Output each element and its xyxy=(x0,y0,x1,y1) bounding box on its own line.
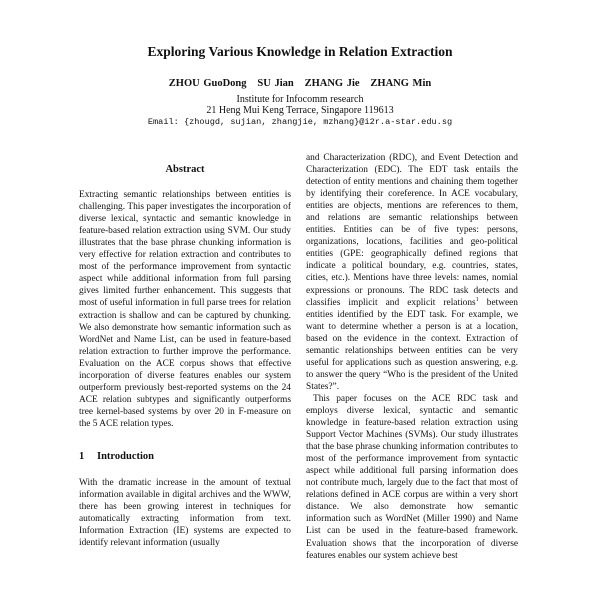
left-column xyxy=(79,164,291,549)
body-paragraph-1 xyxy=(306,152,518,393)
section-title: Introduction xyxy=(97,450,154,462)
body-paragraph-1-part-b: between entities identified by the EDT task. For example, we want to determine whether a person is at a location, based on the evidence in the context. Extraction of semantic relationships between entities can be very useful for applications such as question answering, e.g. to answer the query “Who is the president of the United States?”. xyxy=(306,297,518,392)
body-paragraph-1-part-a: and Characterization (RDC), and Event Detection and Characterization (EDC). The EDT task entails the detection of entity mentions and chaining them together by identifying their coreference. In ACE vocabulary, entities are objects, mentions are references to them, and relations are semantic relationships between entities. Entities can be of five types: persons, organizations, locations, facilities and geo-political entities (GPE: geographically defined regions that indicate a political boundary, e.g. countries, states, cities, etc.). Mentions have three levels: names, nomial expressions or pronouns. The RDC task detects and classifies implicit and explicit relations xyxy=(306,153,518,308)
abstract-text: Extracting semantic relationships between entities is challenging. This paper investigates the incorporation of diverse lexical, syntactic and semantic knowledge in feature-based relation extraction using SVM. Our study illustrates that the base phrase chunking information is very effective for relation extraction and contributes to most of the performance improvement from syntactic aspect while additional information from full parsing gives limited further enhancement. This suggests that most of useful information in full parse trees for relation extraction is shallow and can be captured by chunking. We also demonstrate how semantic information such as WordNet and Name List, can be used in feature-based relation extraction to further improve the performance. Evaluation on the ACE corpus shows that effective incorporation of diverse features enables our system outperform previously best-reported systems on the 24 ACE relation subtypes and significantly outperforms tree kernel-based systems by over 20 in F-measure on the 5 ACE relation types. xyxy=(79,190,291,429)
right-column xyxy=(306,152,518,562)
affiliation-address: 21 Heng Mui Keng Terrace, Singapore 119613 xyxy=(206,105,394,116)
footnote-marker[interactable]: 1 xyxy=(475,296,479,303)
affiliation-institute: Institute for Infocomm research xyxy=(236,94,364,105)
section-number: 1 xyxy=(79,450,85,462)
author-list: ZHOU GuoDong SU Jian ZHANG Jie ZHANG Min xyxy=(168,78,432,89)
introduction-heading xyxy=(79,451,291,463)
body-paragraph-2: This paper focuses on the ACE RDC task and employs diverse lexical, syntactic and semantic knowledge in feature-based relation extraction using Support Vector Machines (SVMs). Our study illustrates that the base phrase chunking information contributes to most of the performance improvement from syntactic aspect while additional full parsing information does not contribute much, largely due to the fact that most of relations defined in ACE corpus are within a very short distance. We also demonstrate how semantic information such as WordNet (Miller 1990) and Name List can be used in the feature-based framework. Evaluation shows that the incorporation of diverse features enables our system achieve best xyxy=(306,393,518,561)
author-email: Email: {zhougd, sujian, zhangjie, mzhang}@i2r.a-star.edu.sg xyxy=(147,117,453,127)
abstract-heading: Abstract xyxy=(165,164,205,175)
introduction-text: With the dramatic increase in the amount of textual information available in digital archives and the WWW, there has been growing interest in techniques for automatically extracting information from text. Information Extraction (IE) systems are expected to identify relevant information (usually xyxy=(79,478,291,549)
paper-title: Exploring Various Knowledge in Relation Extraction xyxy=(147,44,453,59)
